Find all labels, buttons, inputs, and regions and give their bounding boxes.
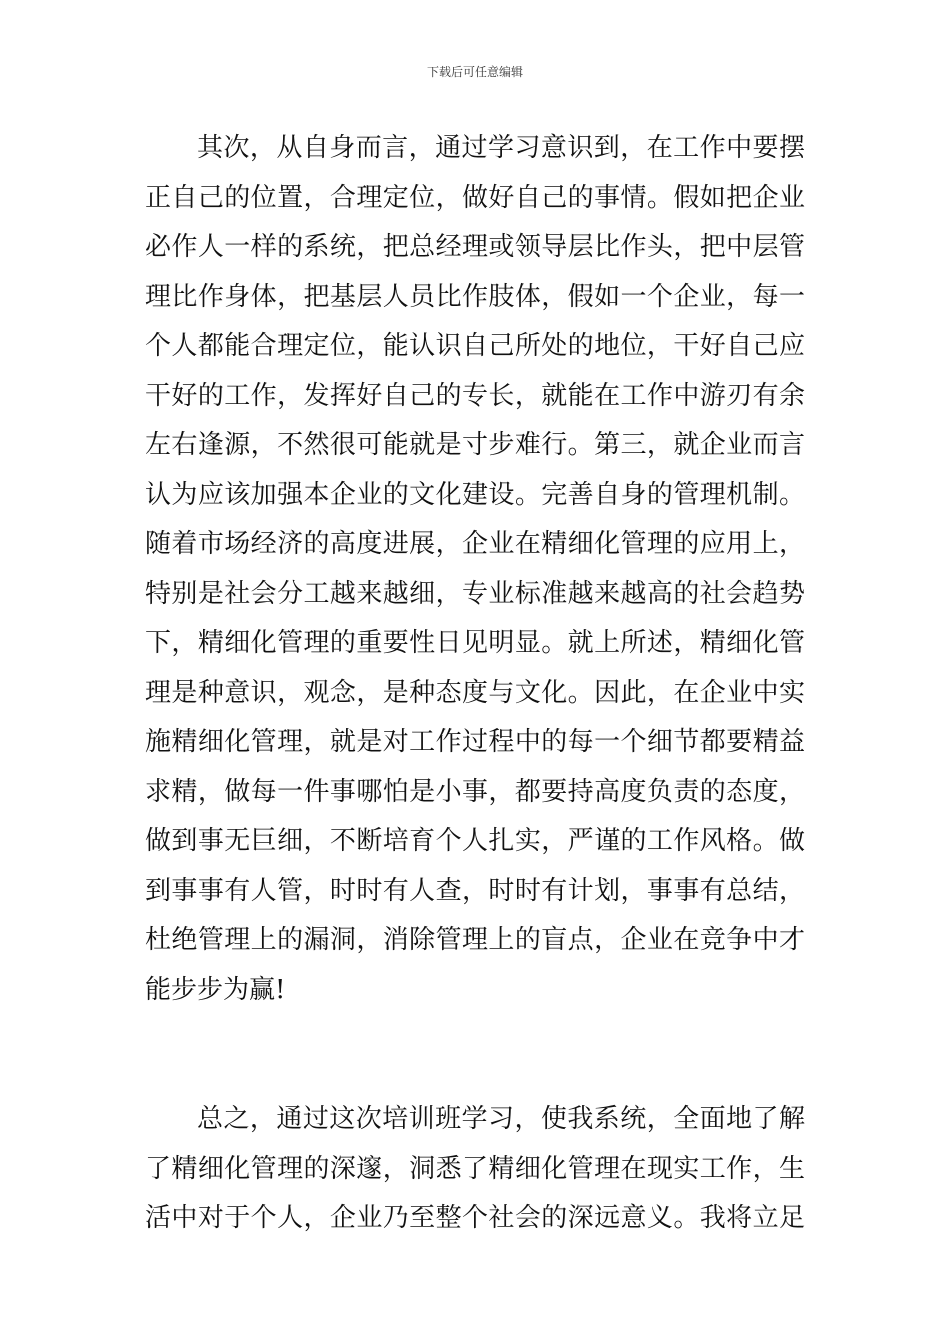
document-body <box>145 124 805 1244</box>
text-line: 左右逢源，不然很可能就是寸步难行。第三，就企业而言 <box>145 430 805 460</box>
text-line: 施精细化管理，就是对工作过程中的每一个细节都要精益 <box>145 727 805 757</box>
text-line: 到事事有人管，时时有人查，时时有计划，事事有总结， <box>145 875 805 906</box>
text-line: 正自己的位置，合理定位，做好自己的事情。假如把企业 <box>145 182 805 213</box>
text-line: 了精细化管理的深邃，洞悉了精细化管理在现实工作，生 <box>145 1153 805 1184</box>
text-line: 能步步为赢! <box>145 974 286 1005</box>
text-line: 特别是社会分工越来越细，专业标准越来越高的社会趋势 <box>145 578 805 609</box>
text-line: 个人都能合理定位，能认识自己所处的地位，干好自己应 <box>145 331 805 361</box>
paragraph-1 <box>145 124 805 1015</box>
text-line: 做到事无巨细，不断培育个人扎实，严谨的工作风格。做 <box>145 826 805 856</box>
text-line: 活中对于个人，企业乃至整个社会的深远意义。我将立足 <box>145 1203 805 1233</box>
paragraph-2 <box>145 1095 805 1244</box>
text-line: 杜绝管理上的漏洞，消除管理上的盲点，企业在竞争中才 <box>145 925 805 955</box>
text-line: 其次，从自身而言，通过学习意识到，在工作中要摆 <box>197 133 805 163</box>
text-line: 理比作身体，把基层人员比作肢体，假如一个企业，每一 <box>145 281 805 312</box>
paragraph-spacer <box>145 1015 805 1095</box>
text-line: 总之，通过这次培训班学习，使我系统，全面地了解 <box>197 1104 805 1134</box>
page-header: 下载后可任意编辑 <box>426 65 523 79</box>
text-line: 求精，做每一件事哪怕是小事，都要持高度负责的态度， <box>145 776 805 807</box>
text-line: 必作人一样的系统，把总经理或领导层比作头，把中层管 <box>145 232 805 262</box>
text-line: 干好的工作，发挥好自己的专长，就能在工作中游刃有余 <box>145 380 805 411</box>
text-line: 随着市场经济的高度进展，企业在精细化管理的应用上， <box>145 529 805 559</box>
text-line: 理是种意识，观念，是种态度与文化。因此，在企业中实 <box>145 677 805 708</box>
text-line: 认为应该加强本企业的文化建设。完善自身的管理机制。 <box>145 479 805 510</box>
text-line: 下，精细化管理的重要性日见明显。就上所述，精细化管 <box>145 628 805 658</box>
